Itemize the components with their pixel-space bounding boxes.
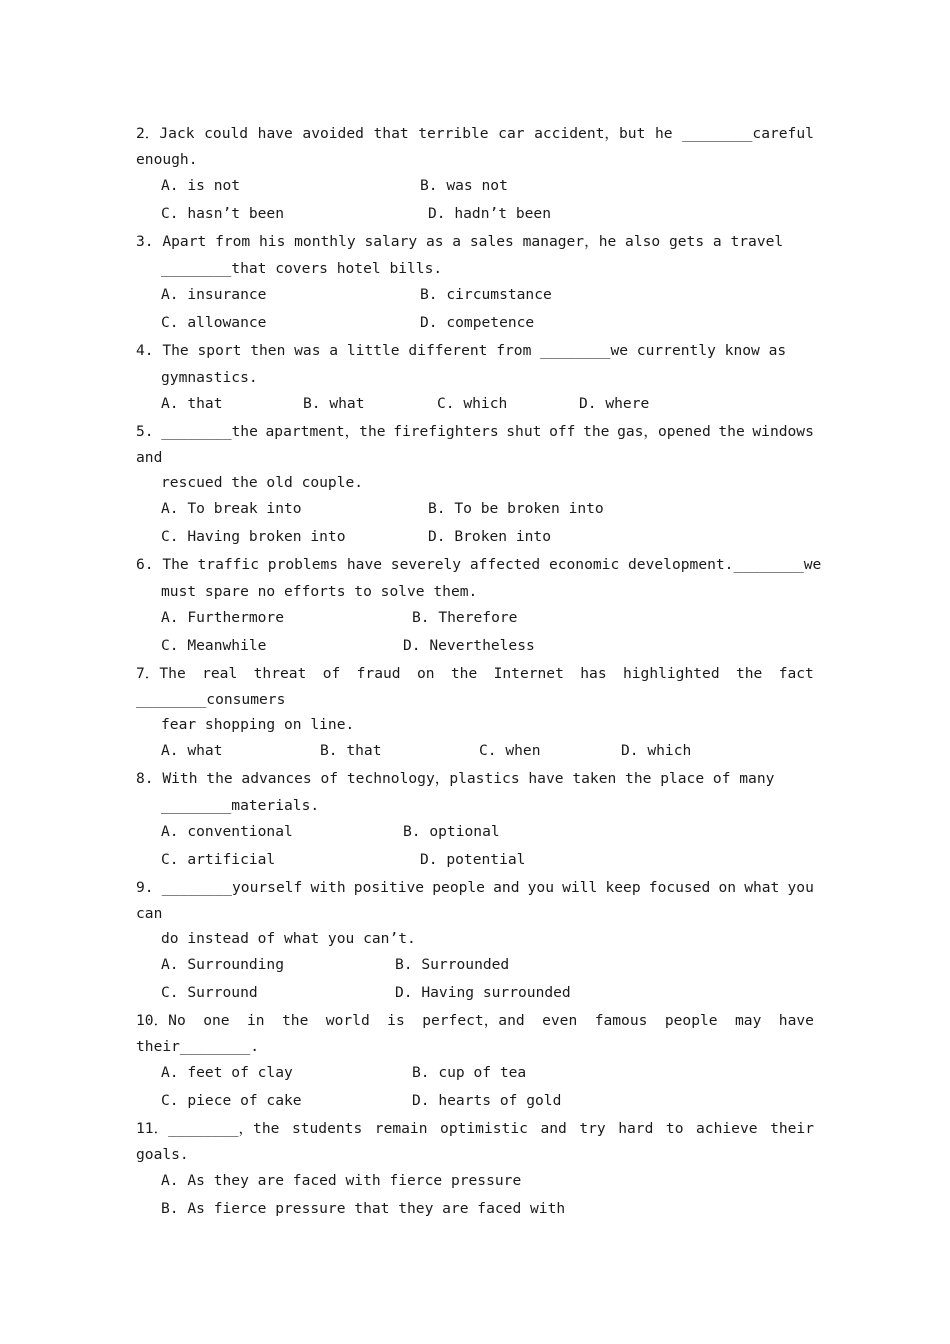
stem-word: you <box>787 879 814 896</box>
question-6-option-a: A. Furthermore <box>161 609 285 626</box>
question-9-option-a: A. Surrounding <box>161 956 285 973</box>
stem-word: avoided <box>302 125 364 142</box>
stem-word: to <box>665 1120 684 1137</box>
stem-word: ________careful <box>682 125 814 142</box>
stem-word: and <box>540 1120 567 1137</box>
question-10-option-b: B. cup of tea <box>412 1064 527 1081</box>
question-4-option-a: A. that <box>161 395 223 412</box>
stem-word: gas，opened <box>617 423 711 440</box>
stem-word: windows <box>752 423 814 440</box>
question-3-option-c: C. allowance <box>161 314 267 331</box>
question-4-option-d: D. where <box>579 395 650 412</box>
stem-word: the <box>282 1012 309 1029</box>
question-11-stem <box>136 1119 814 1139</box>
question-5-option-c: C. Having broken into <box>161 528 346 545</box>
stem-word: ________the <box>161 423 258 440</box>
question-7-stem-cont-2: fear shopping on line. <box>161 716 355 733</box>
stem-word: has <box>580 665 607 682</box>
question-3-stem-cont: ________that covers hotel bills. <box>161 260 443 277</box>
stem-word: terrible <box>418 125 489 142</box>
stem-word: keep <box>605 879 641 896</box>
stem-word: is <box>387 1012 405 1029</box>
stem-word: accident，but <box>534 125 646 142</box>
stem-word: of <box>322 665 341 682</box>
stem-word: car <box>498 125 525 142</box>
stem-word: could <box>204 125 249 142</box>
stem-word: optimistic <box>440 1120 528 1137</box>
stem-word: ________yourself <box>161 879 303 896</box>
question-7-option-c: C. when <box>479 742 541 759</box>
question-10-option-c: C. piece of cake <box>161 1092 302 1109</box>
question-3-option-b: B. circumstance <box>420 286 552 303</box>
stem-word: achieve <box>696 1120 758 1137</box>
question-11-stem-cont: goals. <box>136 1146 189 1163</box>
question-8-option-d: D. potential <box>420 851 526 868</box>
question-8-stem: 8. With the advances of technology，plastics have taken the place of many <box>136 770 775 787</box>
question-6-option-b: B. Therefore <box>412 609 518 626</box>
question-11-option-a: A. As they are faced with fierce pressure <box>161 1172 522 1189</box>
question-2-stem-cont: enough. <box>136 151 198 168</box>
question-5-option-b: B. To be broken into <box>428 500 604 517</box>
stem-word: hard <box>618 1120 654 1137</box>
question-4-stem-cont: gymnastics. <box>161 369 258 386</box>
stem-word: what <box>744 879 780 896</box>
stem-word: on <box>416 665 435 682</box>
question-7-stem-cont: ________consumers <box>136 691 286 708</box>
stem-word: highlighted <box>622 665 720 682</box>
question-2-stem <box>136 124 814 144</box>
stem-word: 5. <box>136 423 154 440</box>
question-7-option-d: D. which <box>621 742 692 759</box>
stem-word: fact <box>778 665 814 682</box>
question-6-stem-cont: must spare no efforts to solve them. <box>161 583 478 600</box>
stem-word: he <box>654 125 673 142</box>
stem-word: 7．The <box>136 665 186 682</box>
question-9-option-d: D. Having surrounded <box>395 984 571 1001</box>
question-2-option-c: C. hasn’t been <box>161 205 285 222</box>
stem-word: try <box>579 1120 606 1137</box>
question-9-option-c: C. Surround <box>161 984 258 1001</box>
stem-word: the <box>583 423 610 440</box>
question-8-option-c: C. artificial <box>161 851 276 868</box>
stem-word: 9. <box>136 879 154 896</box>
stem-word: will <box>562 879 598 896</box>
question-2-option-b: B. was not <box>420 177 508 194</box>
stem-word: on <box>718 879 737 896</box>
stem-word: even <box>542 1012 578 1029</box>
question-4-stem: 4. The sport then was a little different from ________we currently know as <box>136 342 787 359</box>
question-7-stem <box>136 664 814 684</box>
stem-word: fraud <box>356 665 401 682</box>
question-6-stem: 6. The traffic problems have severely affected economic development.________we <box>136 556 822 573</box>
stem-word: the <box>735 665 763 682</box>
question-3-stem: 3. Apart from his monthly salary as a sales manager，he also gets a travel <box>136 233 784 250</box>
stem-word: that <box>373 125 409 142</box>
stem-word: Internet <box>493 665 564 682</box>
stem-word: positive <box>353 879 425 896</box>
question-2-option-a: A. is not <box>161 177 241 194</box>
stem-word: real <box>202 665 238 682</box>
question-6-option-c: C. Meanwhile <box>161 637 267 654</box>
question-10-option-a: A. feet of clay <box>161 1064 293 1081</box>
stem-word: in <box>246 1012 265 1029</box>
question-9-stem-cont: can <box>136 905 163 922</box>
stem-word: their <box>770 1120 814 1137</box>
question-6-option-d: D. Nevertheless <box>403 637 535 654</box>
question-9-option-b: B. Surrounded <box>395 956 510 973</box>
question-8-stem-cont: ________materials. <box>161 797 320 814</box>
question-10-stem <box>136 1011 814 1031</box>
question-5-option-d: D. Broken into <box>428 528 552 545</box>
stem-word: perfect，and <box>422 1012 525 1029</box>
question-10-option-d: D. hearts of gold <box>412 1092 562 1109</box>
stem-word: may <box>735 1012 762 1029</box>
stem-word: famous <box>594 1012 648 1029</box>
question-7-option-b: B. that <box>320 742 382 759</box>
question-7-option-a: A. what <box>161 742 223 759</box>
question-9-stem-cont-2: do instead of what you can’t. <box>161 930 416 947</box>
stem-word: one <box>203 1012 230 1029</box>
stem-word: 10．No <box>136 1012 186 1029</box>
stem-word: threat <box>253 665 307 682</box>
question-8-option-b: B. optional <box>403 823 500 840</box>
stem-word: focused <box>648 879 711 896</box>
question-10-stem-cont: their________. <box>136 1038 260 1055</box>
question-2-option-d: D. hadn’t been <box>428 205 552 222</box>
stem-word: you <box>527 879 554 896</box>
stem-word: 11．________，the <box>136 1120 280 1137</box>
stem-word: and <box>493 879 520 896</box>
stem-word: the <box>450 665 478 682</box>
stem-word: people <box>664 1012 718 1029</box>
stem-word: shut <box>506 423 542 440</box>
question-5-stem-cont: and <box>136 449 163 466</box>
question-3-option-a: A. insurance <box>161 286 267 303</box>
stem-word: students <box>291 1120 363 1137</box>
question-11-option-b: B. As fierce pressure that they are faced with <box>161 1200 566 1217</box>
question-4-option-b: B. what <box>303 395 365 412</box>
stem-word: 2．Jack <box>136 125 195 142</box>
stem-word: the <box>718 423 745 440</box>
stem-word: people <box>432 879 485 896</box>
question-3-option-d: D. competence <box>420 314 535 331</box>
question-4-option-c: C. which <box>437 395 508 412</box>
question-5-stem <box>136 422 814 442</box>
stem-word: off <box>549 423 576 440</box>
stem-word: remain <box>374 1120 428 1137</box>
question-8-option-a: A. conventional <box>161 823 293 840</box>
stem-word: firefighters <box>393 423 499 440</box>
stem-word: world <box>325 1012 370 1029</box>
stem-word: have <box>778 1012 814 1029</box>
question-5-stem-cont-2: rescued the old couple. <box>161 474 364 491</box>
question-9-stem <box>136 878 814 898</box>
stem-word: have <box>257 125 293 142</box>
stem-word: with <box>310 879 346 896</box>
question-5-option-a: A. To break into <box>161 500 302 517</box>
stem-word: apartment，the <box>265 423 386 440</box>
